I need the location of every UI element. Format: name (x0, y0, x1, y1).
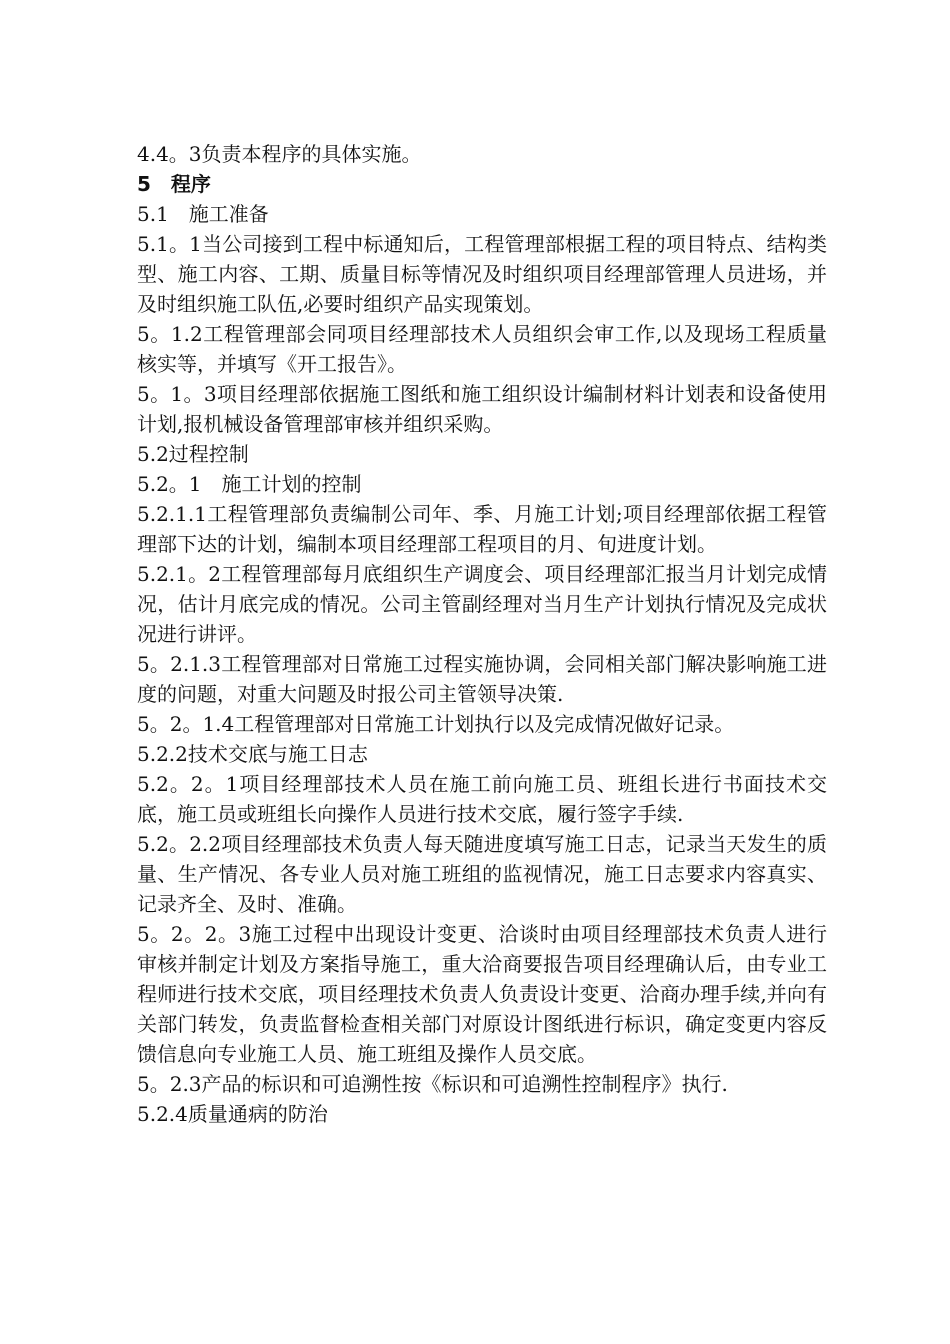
paragraph-5-2-1-3: 5。2.1.3工程管理部对日常施工过程实施协调，会同相关部门解决影响施工进度的问题，对重大问题及时报公司主管领导决策. (137, 652, 827, 706)
subsection-heading-5-2-1: 5.2。1 施工计划的控制 (137, 472, 362, 496)
subsection-heading-5-1: 5.1 施工准备 (137, 202, 269, 226)
document-body (137, 139, 827, 1129)
subsection-heading-5-2: 5.2过程控制 (137, 442, 249, 466)
paragraph-5-1-3: 5。1。3项目经理部依据施工图纸和施工组织设计编制材料计划表和设备使用计划,报机械设备管理部审核并组织采购。 (137, 382, 827, 436)
subsection-heading-5-2-2: 5.2.2技术交底与施工日志 (137, 742, 368, 766)
paragraph-5-2-1-2: 5.2.1。2工程管理部每月底组织生产调度会、项目经理部汇报当月计划完成情况，估计月底完成的情况。公司主管副经理对当月生产计划执行情况及完成状况进行讲评。 (137, 562, 827, 646)
paragraph-5-2-1-1: 5.2.1.1工程管理部负责编制公司年、季、月施工计划;项目经理部依据工程管理部下达的计划，编制本项目经理部工程项目的月、旬进度计划。 (137, 502, 827, 556)
paragraph-4-4-3: 4.4。3负责本程序的具体实施。 (137, 142, 422, 166)
paragraph-5-1-1: 5.1。1当公司接到工程中标通知后，工程管理部根据工程的项目特点、结构类型、施工内容、工期、质量目标等情况及时组织项目经理部管理人员进场，并及时组织施工队伍,必要时组织产品实现策划。 (137, 232, 827, 316)
paragraph-5-1-2: 5。1.2工程管理部会同项目经理部技术人员组织会审工作,以及现场工程质量核实等，并填写《开工报告》。 (137, 322, 827, 376)
subsection-heading-5-2-4: 5.2.4质量通病的防治 (137, 1102, 328, 1126)
paragraph-5-2-2-3: 5。2。2。3施工过程中出现设计变更、洽谈时由项目经理部技术负责人进行审核并制定计划及方案指导施工，重大洽商要报告项目经理确认后，由专业工程师进行技术交底，项目经理技术负责人负责设计变更、洽商办理手续,并向有关部门转发，负责监督检查相关部门对原设计图纸进行标识，确定变更内容反馈信息向专业施工人员、施工班组及操作人员交底。 (137, 922, 827, 1066)
paragraph-5-2-1-4: 5。2。1.4工程管理部对日常施工计划执行以及完成情况做好记录。 (137, 712, 735, 736)
paragraph-5-2-3: 5。2.3产品的标识和可追溯性按《标识和可追溯性控制程序》执行. (137, 1072, 728, 1096)
paragraph-5-2-2-1: 5.2。2。1项目经理部技术人员在施工前向施工员、班组长进行书面技术交底，施工员或班组长向操作人员进行技术交底，履行签字手续. (137, 772, 827, 826)
paragraph-5-2-2-2: 5.2。2.2项目经理部技术负责人每天随进度填写施工日志，记录当天发生的质量、生产情况、各专业人员对施工班组的监视情况，施工日志要求内容真实、记录齐全、及时、准确。 (137, 832, 827, 916)
section-heading-5: 5 程序 (137, 172, 211, 196)
